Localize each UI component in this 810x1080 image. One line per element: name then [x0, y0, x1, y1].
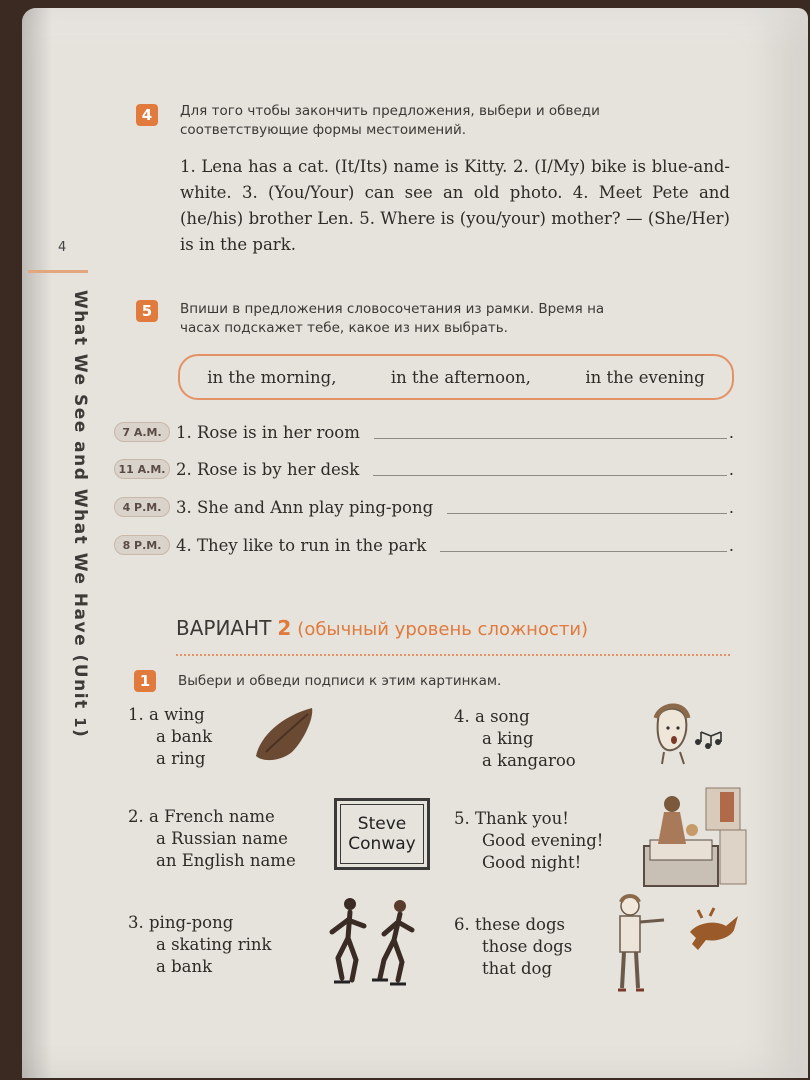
task-5-item: 7 А.М. 1. Rose is in her room .	[114, 420, 734, 444]
option[interactable]: an English name	[156, 851, 296, 870]
option[interactable]: a king	[482, 729, 534, 748]
task-5-item: 8 Р.М. 4. They like to run in the park .	[114, 533, 734, 557]
task-5-badge: 5	[136, 300, 158, 322]
wing-picture	[252, 706, 318, 764]
option[interactable]: a song	[475, 707, 530, 726]
page-number: 4	[58, 240, 67, 255]
task-4-text: 1. Lena has a cat. (It/Its) name is Kitty. 2. (I/My) bike is blue-and-white. 3. (You/Your) can see an old photo. 4. Meet Pete and (he/his) brother Len. 5. Where is (you/your) mother? — (She/Her) is in the park.	[180, 157, 730, 254]
workbook-page	[22, 8, 808, 1078]
phrase: in the evening	[585, 367, 705, 387]
option[interactable]: a bank	[156, 727, 213, 746]
unit-side-title: What We See and What We Have (Unit 1)	[70, 290, 90, 739]
sentence: 1. Rose is in her room	[176, 422, 360, 442]
task-1-instruction: Выбери и обведи подписи к этим картинкам.	[178, 673, 502, 689]
skaters-picture	[314, 892, 418, 988]
variant-heading: ВАРИАНТ 2 (обычный уровень сложности)	[176, 616, 589, 640]
option[interactable]: a French name	[149, 807, 275, 826]
option[interactable]: Good night!	[482, 853, 582, 872]
singing-boy-picture	[644, 698, 728, 766]
task-5-item: 11 А.М. 2. Rose is by her desk .	[114, 457, 734, 481]
choice-group-2: 2. a French name a Russian name an English name	[128, 807, 296, 870]
option[interactable]: a wing	[149, 705, 205, 724]
task-5-instruction: Впиши в предложения словосочетания из рамки. Время на часах подскажет тебе, какое из них выбрать.	[180, 301, 605, 336]
option[interactable]: that dog	[482, 959, 553, 978]
time-label: 4 Р.М.	[114, 497, 170, 517]
option[interactable]: Thank you!	[475, 809, 569, 828]
boy-and-dog-picture	[606, 892, 746, 1002]
name-card-picture	[334, 798, 430, 870]
answer-blank[interactable]	[373, 463, 727, 476]
name-card-last: Conway	[348, 834, 416, 854]
task-4-badge: 4	[136, 104, 158, 126]
phrase: in the afternoon,	[390, 367, 531, 387]
task-1-badge: 1	[134, 670, 156, 692]
answer-blank[interactable]	[440, 539, 726, 552]
page-gutter-shadow	[22, 8, 52, 1078]
option[interactable]: Good evening!	[482, 831, 604, 850]
time-label: 8 Р.М.	[114, 535, 170, 555]
answer-blank[interactable]	[374, 426, 727, 439]
option[interactable]: a Russian name	[156, 829, 288, 848]
sentence: 4. They like to run in the park	[176, 535, 427, 555]
time-label: 11 А.М.	[114, 459, 170, 479]
time-label: 7 А.М.	[114, 422, 170, 442]
choice-group-5: 5. Thank you! Good evening! Good night!	[454, 809, 604, 872]
sentence: 2. Rose is by her desk	[176, 459, 360, 479]
side-rule	[28, 270, 88, 273]
option[interactable]: those dogs	[482, 937, 573, 956]
option[interactable]: these dogs	[475, 915, 566, 934]
bedtime-picture	[636, 784, 752, 894]
task-5-item: 4 Р.М. 3. She and Ann play ping-pong .	[114, 495, 734, 519]
task-4-instruction: Для того чтобы закончить предложения, выбери и обведи соответствующие формы местоимений.	[180, 103, 600, 138]
dotted-divider	[176, 654, 730, 656]
choice-group-4: 4. a song a king a kangaroo	[454, 707, 576, 770]
phrase-box	[178, 354, 734, 400]
choice-group-3: 3. ping-pong a skating rink a bank	[128, 913, 272, 976]
choice-group-6: 6. these dogs those dogs that dog	[454, 915, 573, 978]
choice-group-1: 1. a wing a bank a ring	[128, 705, 213, 768]
name-card-first: Steve	[357, 814, 407, 834]
option[interactable]: ping-pong	[149, 913, 234, 932]
option[interactable]: a kangaroo	[482, 751, 576, 770]
option[interactable]: a skating rink	[156, 935, 272, 954]
option[interactable]: a ring	[156, 749, 206, 768]
phrase: in the morning,	[207, 367, 337, 387]
option[interactable]: a bank	[156, 957, 213, 976]
answer-blank[interactable]	[447, 501, 727, 514]
sentence: 3. She and Ann play ping-pong	[176, 497, 434, 517]
